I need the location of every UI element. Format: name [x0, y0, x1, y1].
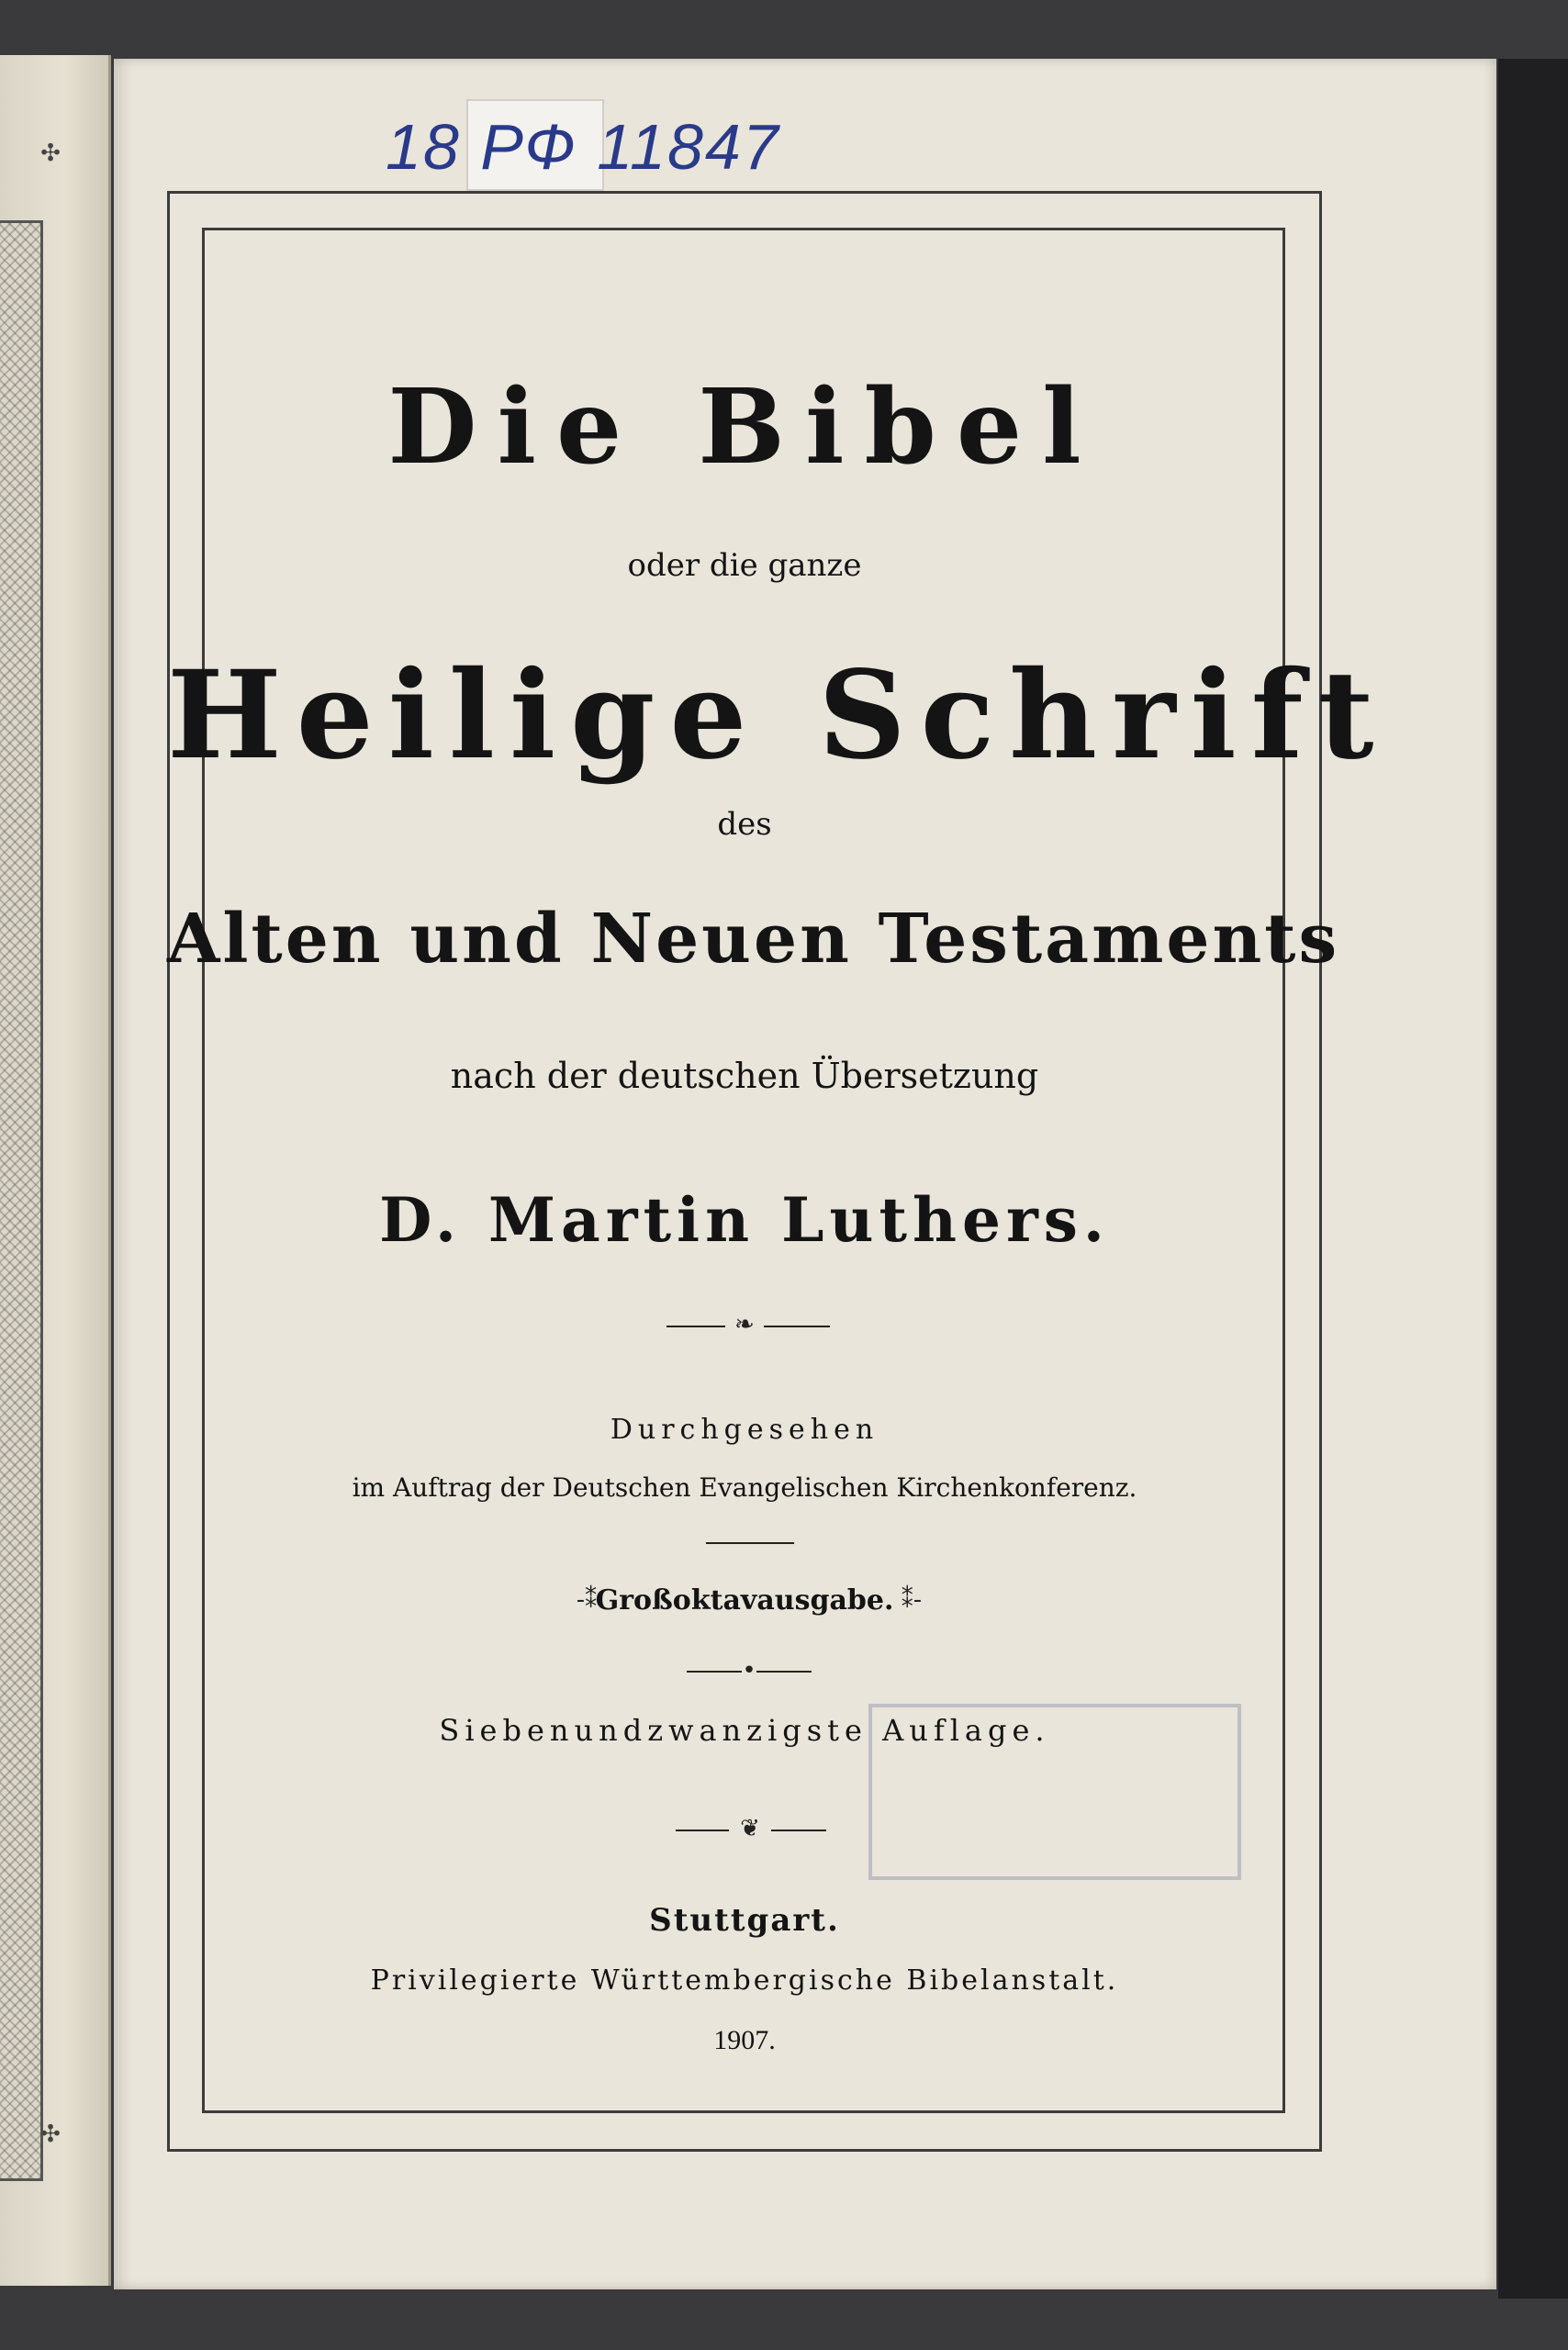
- testaments-line: Alten und Neuen Testaments: [167, 900, 1340, 979]
- edition-name: Großoktavausgabe.: [595, 1584, 894, 1617]
- publication-place: Stuttgart.: [649, 1902, 840, 1939]
- divider-rule: [666, 1326, 725, 1327]
- publisher-name: Privilegierte Württembergische Bibelanstalt.: [370, 1964, 1119, 1997]
- book-title: Die Bibel: [387, 367, 1102, 487]
- publication-year: 1907.: [713, 2025, 776, 2055]
- book-cover-edge: [1498, 59, 1568, 2299]
- divider-rule: [706, 1542, 794, 1544]
- title-page-content: [167, 0, 1389, 2350]
- edition-number: Siebenundzwanzigste Auflage.: [439, 1713, 1050, 1748]
- flourish-left-icon: -⁑: [576, 1586, 598, 1614]
- handwritten-shelfmark: 18 РФ 11847: [386, 111, 780, 183]
- fleuron-icon: ❦: [740, 1815, 760, 1842]
- bullet-icon: •: [742, 1657, 756, 1684]
- left-page-decorative-border: [0, 220, 43, 2181]
- left-page: [0, 55, 111, 2286]
- corner-ornament-icon: ✣: [40, 2121, 61, 2148]
- divider-rule: [676, 1830, 729, 1831]
- author-name: D. Martin Luthers.: [379, 1184, 1110, 1256]
- fleuron-icon: ❧: [734, 1311, 755, 1338]
- corner-ornament-icon: ✣: [40, 140, 61, 167]
- divider-rule: [756, 1671, 812, 1673]
- divider-rule: [687, 1671, 742, 1673]
- book-title-second: Heilige Schrift: [167, 644, 1389, 787]
- flourish-right-icon: ⁑-: [901, 1586, 923, 1614]
- subtitle-connector: oder die ganze: [627, 547, 862, 584]
- revision-note: Durchgesehen: [610, 1414, 879, 1446]
- translation-line: nach der deutschen Übersetzung: [450, 1056, 1039, 1096]
- commission-note: im Auftrag der Deutschen Evangelischen Kirchenkonferenz.: [352, 1472, 1137, 1503]
- genitive-article: des: [717, 806, 772, 843]
- divider-rule: [771, 1830, 826, 1831]
- divider-rule: [764, 1326, 830, 1327]
